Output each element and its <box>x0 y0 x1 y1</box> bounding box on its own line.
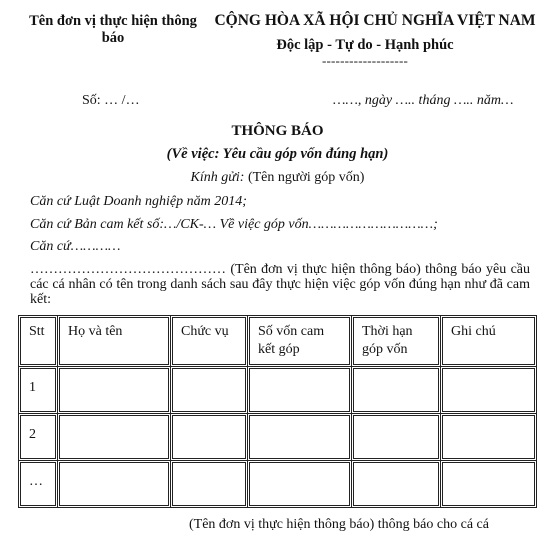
cell-full-name <box>59 368 169 412</box>
table-cell <box>58 461 171 508</box>
cell-position <box>172 462 246 506</box>
table-cell <box>441 461 537 508</box>
national-title: CỘNG HÒA XÃ HỘI CHỦ NGHĨA VIỆT NAM <box>214 12 536 29</box>
cell-position <box>172 415 246 459</box>
table-header-cell <box>19 316 58 367</box>
table-cell <box>352 461 441 508</box>
document-subtitle: (Về việc: Yêu cầu góp vốn đúng hạn) <box>166 146 389 162</box>
document-number: Số: … /… <box>82 93 140 108</box>
table-cell <box>352 367 441 414</box>
table-cell <box>352 414 441 461</box>
table-cell <box>19 367 58 414</box>
capital-contribution-table <box>18 315 537 508</box>
legal-basis-1: Căn cứ Luật Doanh nghiệp năm 2014; <box>30 194 247 209</box>
cell-deadline <box>353 462 439 506</box>
date-line: ……, ngày ….. tháng ….. năm… <box>333 93 514 108</box>
header-divider: ------------------- <box>321 53 409 68</box>
cell-committed-capital <box>249 415 350 459</box>
table-row <box>19 367 537 414</box>
document-title: THÔNG BÁO <box>231 123 324 139</box>
body-paragraph: …………………………………… (Tên đơn vị thực hiện thông báo) thông báo yêu cầu các cá nhân có tên trong danh sách sau đây thực hiện việc góp vốn đúng hạn như đã cam kết: <box>30 262 530 307</box>
header-committed-capital: Số vốn cam kết góp <box>249 317 350 365</box>
table-header-cell <box>171 316 248 367</box>
cell-notes <box>442 462 535 506</box>
cell-position <box>172 368 246 412</box>
table-cell <box>171 461 248 508</box>
header-contribution-deadline: Thời hạn góp vốn <box>353 317 439 365</box>
header-stt: Stt <box>20 317 56 365</box>
table-cell <box>19 461 58 508</box>
table-cell <box>171 414 248 461</box>
cell-stt: … <box>20 462 56 506</box>
cell-deadline <box>353 368 439 412</box>
cell-full-name <box>59 415 169 459</box>
table-header-cell <box>58 316 171 367</box>
organization-name: Tên đơn vị thực hiện thông báo <box>29 13 197 46</box>
cell-notes <box>442 368 535 412</box>
table-header-cell <box>352 316 441 367</box>
greeting-recipient: (Tên người góp vốn) <box>247 170 365 185</box>
cell-stt: 1 <box>20 368 56 412</box>
greeting-label: Kính gửi: <box>190 170 245 185</box>
table-cell <box>248 461 352 508</box>
table-cell <box>171 367 248 414</box>
table-cell <box>58 367 171 414</box>
table-cell <box>248 414 352 461</box>
national-motto: Độc lập - Tự do - Hạnh phúc <box>276 37 454 53</box>
table-header-cell <box>441 316 537 367</box>
table-header-cell <box>248 316 352 367</box>
legal-basis-2: Căn cứ Bản cam kết số:…/CK-… Về việc góp vốn…………………………; <box>30 217 438 232</box>
cell-full-name <box>59 462 169 506</box>
table-row <box>19 414 537 461</box>
footer-text-partial: (Tên đơn vị thực hiện thông báo) thông báo cho cá cá <box>189 517 489 532</box>
table-header-row <box>19 316 537 367</box>
header-position: Chức vụ <box>172 317 246 365</box>
table-cell <box>58 414 171 461</box>
cell-committed-capital <box>249 462 350 506</box>
greeting-line <box>0 170 555 186</box>
table-cell <box>19 414 58 461</box>
table-cell <box>248 367 352 414</box>
header-notes: Ghi chú <box>442 317 535 365</box>
table-row <box>19 461 537 508</box>
table-cell <box>441 414 537 461</box>
cell-committed-capital <box>249 368 350 412</box>
cell-notes <box>442 415 535 459</box>
cell-stt: 2 <box>20 415 56 459</box>
legal-basis-3: Căn cứ………… <box>30 239 121 254</box>
header-full-name: Họ và tên <box>59 317 169 365</box>
cell-deadline <box>353 415 439 459</box>
table-cell <box>441 367 537 414</box>
